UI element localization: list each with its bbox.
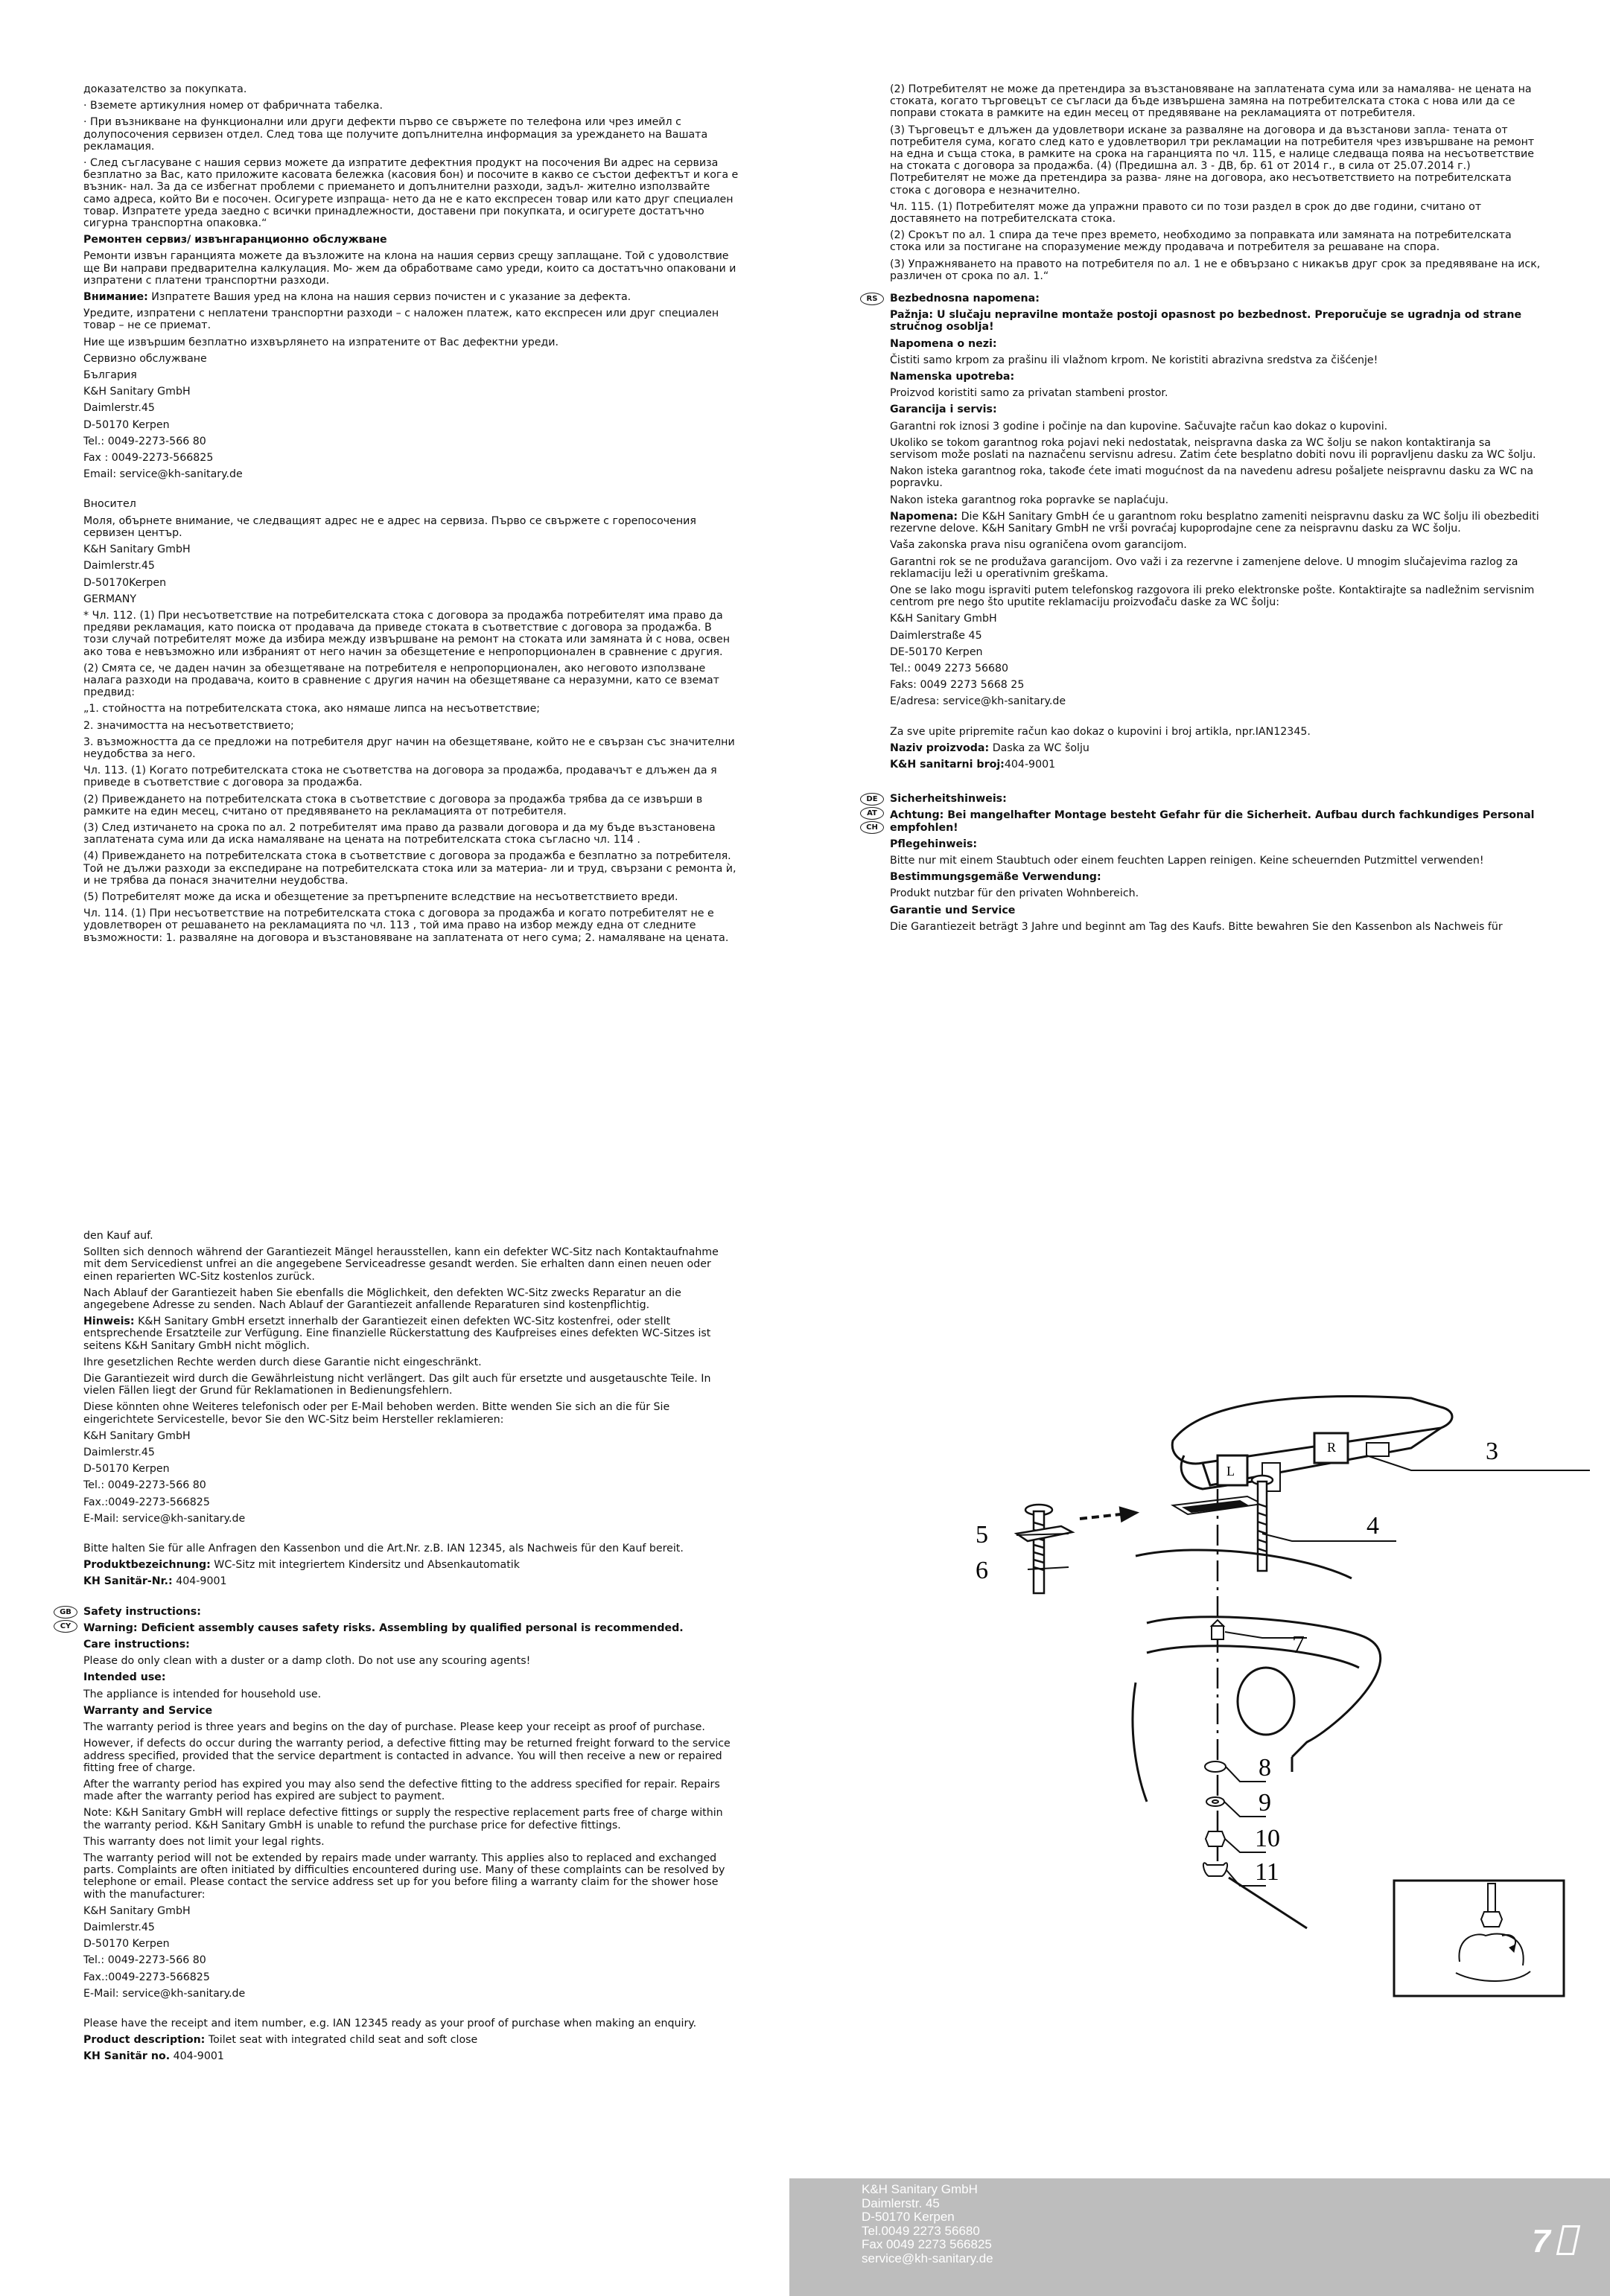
paragraph-text: (5) Потребителят може да иска и обезщетение за претърпените вследствие на несъответствието вреди.: [83, 890, 678, 903]
paragraph-text: Fax.:0049-2273-566825: [83, 1971, 210, 1983]
paragraph-with-heading: [890, 905, 1541, 916]
paragraph: [83, 1373, 739, 1397]
paragraph-text: Email: service@kh-sanitary.de: [83, 468, 243, 481]
washer-9: [1206, 1797, 1224, 1806]
paragraph-with-heading: [890, 809, 1541, 833]
bold-label: KH Sanitär-Nr.:: [83, 1575, 173, 1588]
paragraph: [83, 1852, 739, 1901]
paragraph-text: K&H Sanitary GmbH: [890, 613, 997, 625]
paragraph-with-heading: [83, 291, 739, 303]
paragraph-text: Fax : 0049-2273-566825: [83, 452, 214, 465]
paragraph: [890, 539, 1541, 551]
paragraph-text: Daimlerstr.45: [83, 560, 155, 573]
paragraph-text: The warranty period is three years and begins on the day of purchase. Please keep your receipt as proof of purchase.: [83, 1721, 705, 1734]
paragraph: [83, 498, 739, 510]
leader-lines: [1016, 1455, 1590, 1928]
paragraph-text: Nakon isteka garantnog roka, takođe ćete imati mogućnost da na navedenu adresu pošaljete neispravnu dasku za WC na popravku.: [890, 465, 1534, 490]
paragraph-text: Моля, обърнете внимание, че следващият адрес не е адрес на сервиза. Първо се свържете с горепосочения сервизен център.: [83, 514, 696, 539]
german-section-continuation: [83, 1230, 739, 1588]
paragraph-with-heading: [83, 2034, 739, 2046]
paragraph: [890, 921, 1541, 933]
bold-label: Safety instructions:: [83, 1605, 201, 1618]
paragraph: Чл. 115. (1) Потребителят може да упражни правото си по този раздел в срок до две години, считано от доставянето на потребителската стока.: [890, 200, 1482, 226]
paragraph: [83, 703, 739, 715]
paragraph-text: Diese könnten ohne Weiteres telefonisch oder per E-Mail behoben werden. Bitte wenden Sie sich an die für Sie eingerichtete Servicestelle, bevor Sie den WC-Sitz beim Hersteller reklamieren:: [83, 1401, 670, 1426]
paragraph: [890, 663, 1541, 675]
paragraph-text: Faks: 0049 2273 5668 25: [890, 679, 1025, 692]
footer-address-line: service@kh-sanitary.de: [862, 2251, 993, 2265]
footer-address-line: Tel.0049 2273 56680: [862, 2223, 980, 2238]
toilet-bowl: [1133, 1550, 1381, 1802]
paragraph-text: България: [83, 369, 137, 382]
paragraph-text: GERMANY: [83, 593, 137, 605]
bulgarian-warranty-column: [83, 83, 739, 948]
bold-label: Garancija i servis:: [890, 404, 997, 416]
paragraph: [83, 577, 739, 589]
paragraph-with-heading: [890, 793, 1541, 805]
paragraph: [83, 736, 739, 760]
page-number-digit: 7: [1532, 2223, 1550, 2260]
paragraph: [83, 1905, 739, 1917]
paragraph-text: After the warranty period has expired you may also send the defective fitting to the address specified for repair. Repairs made after the warranty period has expired are subject to payment.: [83, 1778, 720, 1803]
paragraph-text: Za sve upite pripremite račun kao dokaz o kupovini i broj artikla, npr.IAN12345.: [890, 725, 1311, 738]
bold-label: Care instructions:: [83, 1639, 190, 1651]
paragraph: [83, 386, 739, 398]
callout-4: 4: [1366, 1512, 1379, 1540]
footer-address-line: Fax 0049 2273 566825: [862, 2237, 992, 2251]
callout-8: 8: [1259, 1754, 1271, 1782]
paragraph-with-heading: [890, 511, 1541, 535]
paragraph: [83, 1738, 739, 1774]
paragraph-with-heading: [890, 404, 1541, 415]
bold-label: Pflegehinweis:: [890, 838, 978, 850]
paragraph: [83, 157, 739, 229]
paragraph: [83, 610, 739, 658]
nut-10: [1206, 1831, 1225, 1846]
paragraph-text: Please do only clean with a duster or a damp cloth. Do not use any scouring agents!: [83, 1655, 531, 1668]
wing-nut-11: [1203, 1863, 1227, 1876]
paragraph-text: „1. стойността на потребителската стока, ако нямаше липса на несъответствие;: [83, 703, 541, 715]
paragraph-text: Garantni rok iznosi 3 godine i počinje na dan kupovine. Sačuvajte račun kao dokaz o kupovini.: [890, 420, 1388, 433]
paragraph: [83, 83, 739, 95]
bold-label: K&H sanitarni broj:: [890, 758, 1005, 771]
paragraph-text: Bitte nur mit einem Staubtuch oder einem feuchten Lappen reinigen. Keine scheuernden Putzmittel verwenden!: [890, 854, 1484, 867]
paragraph: [890, 387, 1541, 399]
part-letter-r: R: [1327, 1440, 1337, 1455]
paragraph-text: E-Mail: service@kh-sanitary.de: [83, 1987, 246, 2000]
paragraph-text: Daimlerstr.45: [83, 402, 155, 415]
paragraph: [83, 369, 739, 381]
paragraph: [83, 720, 739, 732]
paragraph-text: Daimlerstraße 45: [890, 629, 982, 642]
paragraph-text: 404-9001: [170, 2050, 224, 2063]
paragraph-text: Ние ще извършим безплатно изхвърлянето на изпратените от Вас дефектни уреди.: [83, 336, 559, 348]
paragraph: [83, 250, 739, 287]
paragraph: [83, 1971, 739, 1983]
paragraph: [83, 1954, 739, 1966]
bold-label: Warning: Deficient assembly causes safety risks. Assembling by qualified personal is recommended.: [83, 1621, 684, 1634]
paragraph: [83, 1356, 739, 1368]
paragraph-text: Изпратете Вашия уред на клона на нашия сервиз почистен и с указание за дефекта.: [147, 291, 631, 304]
paragraph-text: 404-9001: [1004, 758, 1056, 771]
paragraph: [83, 1246, 739, 1283]
paragraph: [83, 1688, 739, 1700]
paragraph-text: D-50170 Kerpen: [83, 1938, 170, 1951]
paragraph: [83, 1807, 739, 1831]
paragraph: [890, 613, 1541, 625]
paragraph-text: Вносител: [83, 498, 136, 511]
bold-label: Namenska upotreba:: [890, 371, 1015, 383]
paragraph-text: Please have the receipt and item number, e.g. IAN 12345 ready as your proof of purchase when making an enquiry.: [83, 2017, 697, 2029]
paragraph-text: Tel.: 0049-2273-566 80: [83, 1479, 206, 1492]
paragraph-text: · След съгласуване с нашия сервиз можете да изпратите дефектния продукт на посочения Ви адрес на сервиза безплатно за Вас, като приложите касовата бележка (касовия бон) и посочите в какво се състои дефектът и кога е възник- нал. За да се избегнат проблеми с приемането и допълнителни разходи, задъл- жително използвайте само адреса, който Ви е посочен. Осигурете изпраща- нето да не е като експресен товар или като друг специален товар. Изпратете уреда заедно с всички принадлежности, доставени при покупката, и осигурете достатъчно сигурна транспортна опаковка.“: [83, 157, 739, 230]
paragraph-text: Note: K&H Sanitary GmbH will replace defective fittings or supply the respective replacement parts free of charge within the warranty period. K&H Sanitary GmbH is unable to refund the purchase price for defective fittings.: [83, 1807, 723, 1831]
paragraph: [83, 1922, 739, 1933]
paragraph-text: Tel.: 0049-2273-566 80: [83, 435, 206, 447]
bold-label: Bezbednosna napomena:: [890, 293, 1040, 305]
assembly-diagram: [890, 1310, 1590, 2025]
paragraph-text: Produkt nutzbar für den privaten Wohnbereich.: [890, 887, 1139, 900]
bold-label: KH Sanitär no.: [83, 2050, 171, 2063]
washer-8: [1205, 1761, 1226, 1772]
paragraph-text: 3. възможността да се предложи на потребителя друг начин на обезщетяване, който не е свързан със значителни неудобства за него.: [83, 736, 735, 760]
paragraph: [890, 354, 1541, 366]
paragraph-text: den Kauf auf.: [83, 1230, 153, 1242]
paragraph: [890, 556, 1541, 580]
bold-label: Hinweis:: [83, 1316, 135, 1328]
paragraph-text: This warranty does not limit your legal rights.: [83, 1835, 325, 1848]
paragraph-with-heading: [83, 234, 739, 246]
country-code-badge: AT: [860, 807, 884, 820]
bold-label: Ремонтен сервиз/ извънгаранционно обслужване: [83, 234, 387, 246]
paragraph: [83, 515, 739, 539]
paragraph-text: The appliance is intended for household use.: [83, 1688, 322, 1700]
country-code-badge: GB: [54, 1606, 77, 1619]
bold-label: Внимание:: [83, 291, 148, 304]
paragraph-text: Die Garantiezeit wird durch die Gewährleistung nicht verlängert. Das gilt auch für ersetzte und ausgetauschte Teile. In vielen Fällen liegt der Grund für Reklamationen in Bedienungsfehlern.: [83, 1373, 711, 1397]
paragraph-text: K&H Sanitary GmbH: [83, 1429, 191, 1442]
paragraph-text: Bitte halten Sie für alle Anfragen den Kassenbon und die Art.Nr. z.B. IAN 12345, als Nachweis für den Kauf bereit.: [83, 1543, 684, 1555]
paragraph-text: Sollten sich dennoch während der Garantiezeit Mängel herausstellen, kann ein defekter WC-Sitz nach Kontaktaufnahme mit dem Servicedienst unfrei an die angegebene Serviceadresse gesandt werden. Sie erhalten dann einen neuen oder einen reparierten WC-Sitz kostenlos zurück.: [83, 1246, 719, 1283]
detail-inset: [1394, 1881, 1564, 1996]
paragraph-text: One se lako mogu ispraviti putem telefonskog razgovora ili preko elektronske pošte. Kontaktirajte sa nadležnim servisnim centrom pre nego što uputite reklamaciju proizvođaču daske za WC šolju:: [890, 584, 1535, 609]
paragraph: [83, 100, 739, 112]
paragraph: [83, 402, 739, 414]
country-code-badge: DE: [860, 793, 884, 806]
paragraph-with-heading: [83, 1705, 739, 1717]
paragraph-text: (3) След изтичането на срока по ал. 2 потребителят има право да развали договора и да му бъде възстановена заплатената сума или да иска намаляване на цената на потребителската стока съгласно чл. 114 .: [83, 821, 716, 846]
country-code-badge: CY: [54, 1620, 77, 1633]
paragraph: [83, 2018, 739, 2029]
paragraph-text: WC-Sitz mit integriertem Kindersitz und Absenkautomatik: [210, 1559, 520, 1572]
paragraph: [890, 855, 1541, 867]
paragraph: [83, 765, 739, 788]
paragraph: [890, 887, 1541, 899]
bold-label: Achtung: Bei mangelhafter Montage besteht Gefahr für die Sicherheit. Aufbau durch fachkundiges Personal empfohlen!: [890, 809, 1535, 834]
paragraph: [890, 494, 1541, 506]
paragraph: [83, 663, 739, 699]
paragraph-text: Die Garantiezeit beträgt 3 Jahre und beginnt am Tag des Kaufs. Bitte bewahren Sie den Kassenbon als Nachweis für: [890, 920, 1503, 933]
bold-label: Pažnja: U slučaju nepravilne montaže postoji opasnost po bezbednost. Preporučuje se ugradnja od strane stručnog osoblja!: [890, 309, 1522, 334]
paragraph-text: (4) Привеждането на потребителската стока в съответствие с договора за продажба е безплатно за потребителя. Той не дължи разходи за експедиране на потребителската стока или за материа- ли и труд, свързани с ремонта ѝ, и не трябва да понася значителни неудобства.: [83, 850, 736, 887]
paragraph-text: Daimlerstr.45: [83, 1447, 155, 1459]
paragraph-text: Die K&H Sanitary GmbH će u garantnom roku besplatno zameniti neispravnu dasku za WC šolju ili obezbediti rezervne delove. K&H Sanitary GmbH ne vrši povraćaj kupoprodajne cene za neispravnu dasku za WC šolju.: [890, 510, 1539, 535]
paragraph-with-heading: [83, 1622, 739, 1634]
paragraph: [890, 465, 1541, 489]
paragraph-with-heading: [890, 371, 1541, 383]
page-number: [1532, 2223, 1577, 2260]
paragraph-text: D-50170Kerpen: [83, 576, 167, 589]
paragraph: [890, 584, 1541, 608]
paragraph-text: However, if defects do occur during the warranty period, a defective fitting may be returned freight forward to the service address specified, provided that the service department is contacted in advance. You will then receive a new or repaired fitting free of charge.: [83, 1738, 731, 1774]
spacer: [83, 1529, 739, 1543]
paragraph-text: K&H Sanitary GmbH: [83, 386, 191, 398]
paragraph: [890, 679, 1541, 691]
paragraph: [83, 560, 739, 572]
direction-arrow: [1080, 1508, 1136, 1520]
bold-label: Sicherheitshinweis:: [890, 793, 1007, 806]
paragraph: [83, 116, 739, 153]
paragraph-with-heading: [83, 1639, 739, 1651]
paragraph-text: Daimlerstr.45: [83, 1921, 155, 1933]
paragraph: [83, 1513, 739, 1525]
country-code-badge: CH: [860, 821, 884, 834]
paragraph-with-heading: [83, 2050, 739, 2062]
footer-address-line: Daimlerstr. 45: [862, 2195, 940, 2210]
paragraph-text: (2) Смята се, че даден начин за обезщетяване на потребителя е непропорционален, ако неговото използване налага разходи на продавача, които в сравнение с другия начин на обезщетяване са неразумни, като се вземат предвид:: [83, 662, 719, 699]
paragraph: [890, 630, 1541, 642]
paragraph-with-heading: [890, 338, 1541, 350]
paragraph-text: Nakon isteka garantnog roka popravke se naplaćuju.: [890, 494, 1169, 506]
spacer: [890, 712, 1541, 726]
paragraph: [890, 726, 1541, 738]
bold-label: Bestimmungsgemäße Verwendung:: [890, 871, 1101, 884]
paragraph: [890, 437, 1541, 461]
paragraph-text: · При възникване на функционални или други дефекти първо се свържете по телефона или чрез имейл с долупосочения сервизен отдел. След това ще получите допълнителна информация за уреждането на Вашата рекламация.: [83, 116, 708, 153]
paragraph: [83, 1496, 739, 1508]
paragraph: [83, 543, 739, 555]
bold-label: Napomena:: [890, 510, 958, 523]
paragraph-text: · Вземете артикулния номер от фабричната табелка.: [83, 100, 383, 112]
paragraph: [83, 850, 739, 887]
paragraph-text: DE-50170 Kerpen: [890, 645, 983, 658]
callout-9: 9: [1259, 1789, 1271, 1817]
english-section: [60, 1605, 739, 2063]
paragraph: [83, 452, 739, 464]
paragraph-with-heading: [83, 1606, 739, 1618]
paragraph-text: E-Mail: service@kh-sanitary.de: [83, 1512, 246, 1525]
paragraph-text: Nach Ablauf der Garantiezeit haben Sie ebenfalls die Möglichkeit, den defekten WC-Sitz zwecks Reparatur an die angegebene Adresse zu senden. Nach Ablauf der Garantiezeit anfallende Reparaturen sind kostenpflichtig.: [83, 1286, 681, 1312]
paragraph-with-heading: [83, 1575, 739, 1587]
bold-label: Napomena o nezi:: [890, 337, 997, 350]
paragraph-text: Proizvod koristiti samo za privatan stambeni prostor.: [890, 387, 1168, 400]
footer-address-line: D-50170 Kerpen: [862, 2210, 955, 2224]
paragraph-with-heading: [83, 1316, 739, 1352]
paragraph-text: Уредите, изпратени с неплатени транспортни разходи – с наложен платеж, като експресен или друг специален товар – не се приемат.: [83, 307, 719, 332]
paragraph-text: 2. значимостта на несъответствието;: [83, 719, 294, 732]
callout-6: 6: [976, 1557, 988, 1584]
paragraph-with-heading: [890, 309, 1541, 333]
paragraph: [83, 1836, 739, 1848]
paragraph: [83, 436, 739, 447]
paragraph-text: 404-9001: [172, 1575, 227, 1588]
paragraph: [83, 1287, 739, 1311]
paragraph-text: K&H Sanitary GmbH: [83, 543, 191, 556]
paragraph-text: Čistiti samo krpom za prašinu ili vlažnom krpom. Ne koristiti abrazivna sredstva za čišćenje!: [890, 354, 1378, 366]
paragraph: [83, 1479, 739, 1491]
german-section-start: [866, 793, 1541, 933]
paragraph-text: The warranty period will not be extended by repairs made under warranty. This applies also to replaced and exchanged parts. Complaints are often initiated by difficulties encountered during use. Many of these complaints can be resolved by telephone or email. Please contact the service address set up for you before filing a warranty claim for the shower hose with the manufacturer:: [83, 1852, 725, 1901]
paragraph-text: Tel.: 0049 2273 56680: [890, 662, 1009, 675]
paragraph-text: Garantni rok se ne produžava garancijom. Ovo važi i za rezervne i zamenjene delove. U mnogim slučajevima razlog za reklamaciju leži u operativnim greškama.: [890, 555, 1518, 580]
fixing-bolt-left: [1016, 1505, 1072, 1593]
paragraph: [83, 1938, 739, 1950]
bold-label: Product description:: [83, 2034, 206, 2047]
right-text-column: [866, 83, 1541, 937]
paragraph-text: D-50170 Kerpen: [83, 418, 170, 431]
paragraph: [890, 695, 1541, 707]
paragraph-text: Tel.: 0049-2273-566 80: [83, 1954, 206, 1967]
paragraph: [83, 794, 739, 817]
paragraph-text: Ihre gesetzlichen Rechte werden durch diese Garantie nicht eingeschränkt.: [83, 1356, 482, 1368]
bold-label: Intended use:: [83, 1671, 166, 1684]
bulgarian-law-continuation: [890, 83, 1541, 282]
callout-3: 3: [1486, 1438, 1498, 1465]
language-badges: [860, 793, 885, 835]
paragraph: (3) Търговецът е длъжен да удовлетвори искане за разваляне на договора и да възстанови запла- тената от потребителя сума, когато след като е удовлетворил три рекламации на потребителя чрез извършване на ремонт на една и съща стока, в рамките на срока на гаранцията по чл. 115, е налице следваща поява на несъответствие на стоката с договора за продажба. (4) (Предишна ал. 3 - ДВ, бр. 61 от 2014 г., в сила от 25.07.2014 г.) Потребителят не може да претендира за разва- ляне на договора, ако несъответствието на потребителската стока с договора е незначително.: [890, 124, 1535, 197]
serbian-section: [866, 293, 1541, 771]
page-marker-icon: [1556, 2225, 1581, 2255]
paragraph: [83, 353, 739, 365]
country-code-badge: RS: [860, 293, 884, 305]
callout-11: 11: [1255, 1858, 1279, 1886]
language-badges: [860, 293, 885, 307]
paragraph-with-heading: [83, 1559, 739, 1571]
spacer: [83, 2004, 739, 2018]
paragraph-text: * Чл. 112. (1) При несъответствие на потребителската стока с договора за продажба потребителят има право да предяви рекламация, като поиска от продавача да приведе стоката в съответствие с договора за продажба. В този случай потребителят може да избира между извършване на ремонт на стоката или замяната ѝ с нова, освен ако това е невъзможно или избраният от него начин за обезщетение е непропорционален в сравнение с другия.: [83, 609, 731, 658]
callout-10: 10: [1255, 1825, 1280, 1852]
bold-label: Naziv proizvoda:: [890, 742, 990, 754]
paragraph-text: Ukoliko se tokom garantnog roka pojavi neki nedostatak, neispravna daska za WC šolju se nakon kontaktiranja sa servisom može poslati na naznačenu servisnu adresu. Zatim ćete besplatno dobiti novu ili popravljenu dasku za WC šolju.: [890, 436, 1536, 462]
paragraph-text: K&H Sanitary GmbH ersetzt innerhalb der Garantiezeit einen defekten WC-Sitz kostenfrei, oder stellt entsprechende Ersatzteile zur Verfügung. Eine finanzielle Rückerstattung des Kaufpreises eines defekten WC-Sitzes ist seitens K&H Sanitary GmbH nicht möglich.: [83, 1316, 711, 1352]
footer-contact-bar: [789, 2178, 1610, 2296]
paragraph: [83, 468, 739, 480]
footer-address-line: K&H Sanitary GmbH: [862, 2182, 978, 2196]
bold-label: Garantie und Service: [890, 904, 1016, 916]
paragraph: [83, 337, 739, 348]
paragraph: [83, 1401, 739, 1425]
paragraph: [83, 593, 739, 605]
paragraph: [83, 1655, 739, 1667]
paragraph-text: доказателство за покупката.: [83, 83, 247, 95]
paragraph-text: Чл. 114. (1) При несъответствие на потребителската стока с договора за продажба и когато потребителят не е удовлетворен от решаването на рекламацията по чл. 113 , той има право на избор между една от следните възможности: 1. разваляне на договора и възстановяване на заплатената от него сума; 2. намаляване на цената.: [83, 908, 729, 944]
bold-label: Warranty and Service: [83, 1704, 213, 1717]
paragraph: [83, 1721, 739, 1733]
paragraph-text: Toilet seat with integrated child seat and soft close: [205, 2034, 478, 2047]
paragraph-with-heading: [890, 871, 1541, 883]
paragraph: [890, 646, 1541, 658]
paragraph-text: Ремонти извън гаранцията можете да възложите на клона на нашия сервиз срещу заплащане. Той с удоволствие ще Ви направи предварителна калкулация. Мо- жем да обработваме само уреди, които са достатъчно опаковани и изпратени с платени транспортни разходи.: [83, 250, 736, 287]
paragraph: [83, 307, 739, 331]
paragraph: [83, 1430, 739, 1442]
callout-5: 5: [976, 1521, 988, 1549]
hinge-block: [1172, 1397, 1452, 1491]
paragraph-with-heading: [890, 293, 1541, 304]
paragraph-text: (2) Привеждането на потребителската стока в съответствие с договора за продажба трябва да се извърши в рамките на един месец, считано от предявяването на рекламацията от потребителя.: [83, 793, 703, 817]
paragraph-text: Vaša zakonska prava nisu ograničena ovom garancijom.: [890, 539, 1187, 552]
paragraph-with-heading: [890, 838, 1541, 850]
bold-label: Produktbezeichnung:: [83, 1559, 211, 1572]
part-letter-l: L: [1226, 1464, 1235, 1479]
paragraph: [83, 1230, 739, 1242]
paragraph: [83, 1779, 739, 1802]
footer-address: [862, 2183, 993, 2265]
paragraph: (2) Потребителят не може да претендира за възстановяване на заплатената сума или за намалява- не цената на стоката, когато търговецът се съгласи да бъде извършена замяна на потребителската стока с нова или да се поправи стоката в рамките на един месец от предявяване на рекламацията от потребителя.: [890, 83, 1532, 120]
spacer: [83, 485, 739, 498]
paragraph-with-heading: [83, 1671, 739, 1683]
language-badges: [54, 1606, 79, 1634]
paragraph-text: Сервизно обслужване: [83, 352, 207, 365]
paragraph-text: D-50170 Kerpen: [83, 1463, 170, 1476]
paragraph-text: E/adresa: service@kh-sanitary.de: [890, 695, 1066, 708]
paragraph-text: Fax.:0049-2273-566825: [83, 1496, 210, 1508]
german-english-column: [60, 1230, 739, 2067]
paragraph: [83, 891, 739, 903]
paragraph: [83, 1543, 739, 1554]
paragraph: (3) Упражняването на правото на потребителя по ал. 1 не е обвързано с никакъв друг срок за предявяване на иск, различен от срока по ал. 1.“: [890, 258, 1541, 282]
paragraph: [83, 1988, 739, 2000]
paragraph: [83, 1463, 739, 1475]
paragraph-with-heading: [890, 759, 1541, 771]
paragraph-text: K&H Sanitary GmbH: [83, 1904, 191, 1917]
paragraph: [83, 419, 739, 431]
paragraph-with-heading: [890, 742, 1541, 754]
paragraph: [83, 1447, 739, 1458]
bowl-bolt-head: [1212, 1620, 1224, 1639]
paragraph-text: Чл. 113. (1) Когато потребителската стока не съответства на договора за продажба, продавачът е длъжен да я приведе в съответствие с договора за продажба.: [83, 765, 717, 789]
paragraph: [83, 908, 739, 944]
paragraph: [890, 421, 1541, 433]
callout-7: 7: [1292, 1631, 1305, 1659]
paragraph-text: Daska za WC šolju: [989, 742, 1089, 754]
paragraph: [83, 822, 739, 846]
paragraph: (2) Срокът по ал. 1 спира да тече през времето, необходимо за поправката или замяната на потребителската стока или за постигане на споразумение между продавача и потребителя за решаване на спора.: [890, 229, 1512, 254]
